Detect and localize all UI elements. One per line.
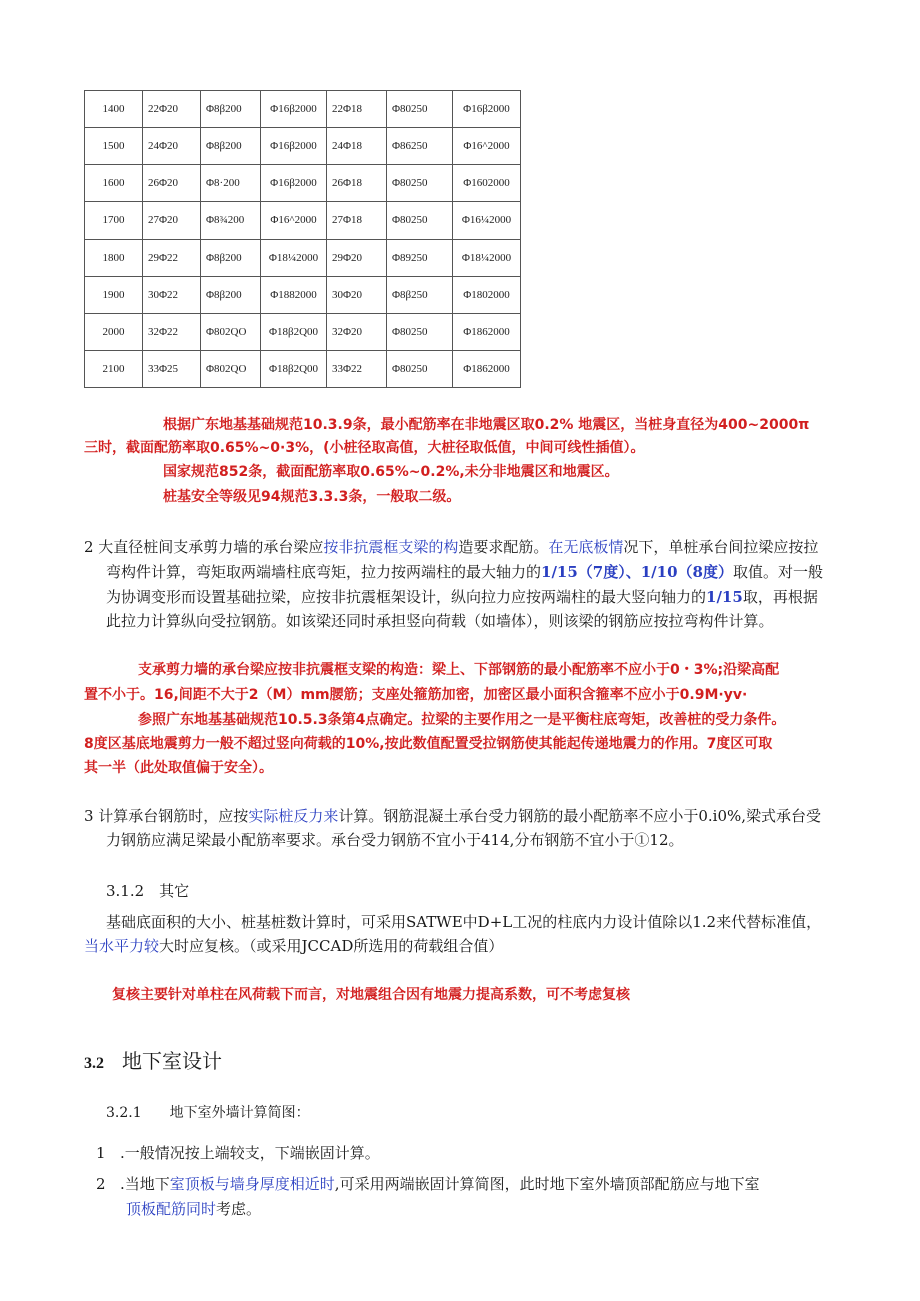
table-cell: Φ8·200 (201, 165, 261, 202)
table-cell: 1500 (85, 128, 143, 165)
table-cell: Φ16β2000 (453, 91, 521, 128)
table-cell: Φ80250 (387, 165, 453, 202)
table-cell: Φ80250 (387, 313, 453, 350)
note1-line2: 三时，截面配筋率取0.65%~0·3%，(小桩径取高值，大桩径取低值，中间可线性插值）。 (84, 440, 645, 456)
sec312-line1: 基础底面积的大小、桩基桩数计算时，可采用SATWE中D+L工况的柱底内力设计值除以1.2来代替标准值， (106, 913, 822, 931)
table-row (85, 91, 521, 128)
table-cell: 24Φ20 (143, 128, 201, 165)
table-row (85, 202, 521, 239)
table-cell: 1800 (85, 239, 143, 276)
table-row (85, 276, 521, 313)
para2-line2 (106, 561, 823, 582)
table-cell: Φ18¼2000 (453, 239, 521, 276)
table-cell: 1900 (85, 276, 143, 313)
para2-p3: 造要求配筋。 (458, 538, 549, 556)
table-cell: 22Φ20 (143, 91, 201, 128)
table-cell: 27Φ20 (143, 202, 201, 239)
para2-l2a: 弯构件计算，弯矩取两端墙柱底弯矩，拉力按两端柱的最大轴力的 (106, 563, 542, 581)
table-cell: Φ80250 (387, 350, 453, 387)
note2-line5: 其一半（此处取值偏于安全）。 (84, 760, 273, 776)
table-cell: Φ1602000 (453, 165, 521, 202)
para3-l1c: 计算。钢筋混凝土承台受力钢筋的最小配筋率不应小于0.i0%,梁式承台受 (338, 807, 822, 825)
table-cell: 2100 (85, 350, 143, 387)
sec321-item1 (96, 1142, 380, 1163)
table-row (85, 313, 521, 350)
para2-p4: 在无底板情 (548, 538, 624, 556)
para2-p1: 2 大直径桩间支承剪力墙的承台梁应 (84, 538, 324, 556)
table-cell: Φ16^2000 (261, 202, 327, 239)
table-cell: 26Φ18 (327, 165, 387, 202)
para2-p5: 况下，单桩承台间拉梁应按拉 (623, 538, 819, 556)
table-cell: Φ8¾200 (201, 202, 261, 239)
table-cell: Φ18β2Q00 (261, 350, 327, 387)
table-cell: Φ18¼2000 (261, 239, 327, 276)
table-cell: Φ802QO (201, 350, 261, 387)
sec321-item2a: .当地下 (120, 1175, 170, 1193)
para3-l1a: 3 计算承台钢筋时，应按 (84, 807, 249, 825)
sec312-l2b: 大时应复核。（或采用JCCAD所选用的荷载组合值） (159, 937, 504, 955)
sec321-item2-line2 (126, 1198, 261, 1219)
note2-line1: 支承剪力墙的承台梁应按非抗震框支梁的构造：梁上、下部钢筋的最小配筋率不应小于0・3%;沿梁高配 (138, 662, 780, 678)
table-cell: Φ1862000 (453, 350, 521, 387)
para2-p2: 按非抗震框支梁的构 (323, 538, 459, 556)
table-cell: 24Φ18 (327, 128, 387, 165)
sec32-heading (84, 1045, 222, 1074)
sec321-item2-num: 2 (96, 1175, 106, 1193)
table-cell: Φ1802000 (453, 276, 521, 313)
para2-line3 (106, 586, 818, 607)
note1-line3: 国家规范852条，截面配筋率取0.65%~0.2%,未分非地震区和地震区。 (163, 464, 619, 480)
note2-line4: 8度区基底地震剪力一般不超过竖向荷载的10%,按此数值配置受拉钢筋使其能起传递地震力的作用。7度区可取 (84, 736, 773, 752)
table-cell: Φ86250 (387, 128, 453, 165)
table-cell: 2000 (85, 313, 143, 350)
table-cell: 29Φ22 (143, 239, 201, 276)
table-cell: Φ16¼2000 (453, 202, 521, 239)
sec32-title: 地下室设计 (122, 1049, 222, 1073)
sec312-l2a: 当水平力较 (84, 937, 160, 955)
note1-line1: 根据广东地基基础规范10.3.9条，最小配筋率在非地震区取0.2% 地震区，当桩身直径为400~2000π (163, 417, 810, 433)
table-row (85, 165, 521, 202)
table-cell: 22Φ18 (327, 91, 387, 128)
para2-l2c: 取值。对一般 (732, 563, 823, 581)
table-cell: 1600 (85, 165, 143, 202)
note2-line2: 置不小于。16,间距不大于2（M）mm腰筋；支座处箍筋加密，加密区最小面积含箍率不应小于0.9M·yv· (84, 687, 748, 703)
sec321-item2 (96, 1173, 760, 1194)
table-cell: 33Φ25 (143, 350, 201, 387)
table-cell: 32Φ20 (327, 313, 387, 350)
table-cell: Φ16^2000 (453, 128, 521, 165)
table-cell: Φ8β200 (201, 239, 261, 276)
para2-l2b: 1/15（7度）、1/10（8度） (541, 563, 733, 581)
table-cell: Φ8β250 (387, 276, 453, 313)
table-row (85, 239, 521, 276)
note2-line3: 参照广东地基基础规范10.5.3条第4点确定。拉梁的主要作用之一是平衡柱底弯矩，改善桩的受力条件。 (138, 712, 786, 728)
table-cell: 33Φ22 (327, 350, 387, 387)
table-cell: 1700 (85, 202, 143, 239)
table-cell: Φ16β2000 (261, 128, 327, 165)
table-cell: Φ8β200 (201, 91, 261, 128)
table-cell: Φ89250 (387, 239, 453, 276)
para2-l3c: 取，再根据 (742, 588, 818, 606)
table-row (85, 128, 521, 165)
table-cell: Φ8β200 (201, 128, 261, 165)
table-cell: Φ8β200 (201, 276, 261, 313)
sec312-heading: 3.1.2 其它 (106, 882, 190, 900)
sec321-item1-num: 1 (96, 1144, 106, 1162)
table-cell: Φ1862000 (453, 313, 521, 350)
para2-l3b: 1/15 (706, 588, 743, 606)
para2-line1 (84, 536, 818, 557)
sec32-num: 3.2 (84, 1055, 104, 1072)
table-cell: 1400 (85, 91, 143, 128)
sec321-item2d: 顶板配筋同时 (126, 1200, 217, 1218)
note1-line4: 桩基安全等级见94规范3.3.3条，一般取二级。 (163, 489, 461, 505)
sec321-item2b: 室顶板与墙身厚度相近时 (169, 1175, 335, 1193)
table-cell: Φ802QO (201, 313, 261, 350)
para3-l1b: 实际桩反力来 (248, 807, 339, 825)
table-cell: Φ18β2Q00 (261, 313, 327, 350)
sec321-item2e: 考虑。 (216, 1200, 262, 1218)
table-cell: 26Φ20 (143, 165, 201, 202)
sec312-note: 复核主要针对单柱在风荷载下而言，对地震组合因有地震力提高系数，可不考虑复核 (112, 987, 630, 1003)
table-cell: Φ16β2000 (261, 91, 327, 128)
para2-l3a: 为协调变形而设置基础拉梁，应按非抗震框架设计，纵向拉力应按两端柱的最大竖向轴力的 (106, 588, 707, 606)
table-cell: 30Φ22 (143, 276, 201, 313)
table-cell: 32Φ22 (143, 313, 201, 350)
table-cell: 27Φ18 (327, 202, 387, 239)
table-row (85, 350, 521, 387)
table-cell: Φ1882000 (261, 276, 327, 313)
rebar-table (84, 90, 521, 388)
table-cell: 30Φ20 (327, 276, 387, 313)
para3-line1 (84, 805, 821, 826)
sec321-item2c: ,可采用两端嵌固计算简图，此时地下室外墙顶部配筋应与地下室 (334, 1175, 760, 1193)
para3-line2: 力钢筋应满足梁最小配筋率要求。承台受力钢筋不宜小于414,分布钢筋不宜小于①12。 (106, 831, 684, 849)
table-cell: Φ80250 (387, 202, 453, 239)
table-cell: Φ80250 (387, 91, 453, 128)
sec321-item1-text: .一般情况按上端较支，下端嵌固计算。 (120, 1144, 380, 1162)
sec321-heading: 3.2.1 地下室外墙计算简图： (106, 1105, 310, 1121)
table-cell: Φ16β2000 (261, 165, 327, 202)
table-cell: 29Φ20 (327, 239, 387, 276)
sec312-line2 (84, 935, 503, 956)
para2-line4: 此拉力计算纵向受拉钢筋。如该梁还同时承担竖向荷载（如墙体），则该梁的钢筋应按拉弯构件计算。 (106, 612, 774, 630)
